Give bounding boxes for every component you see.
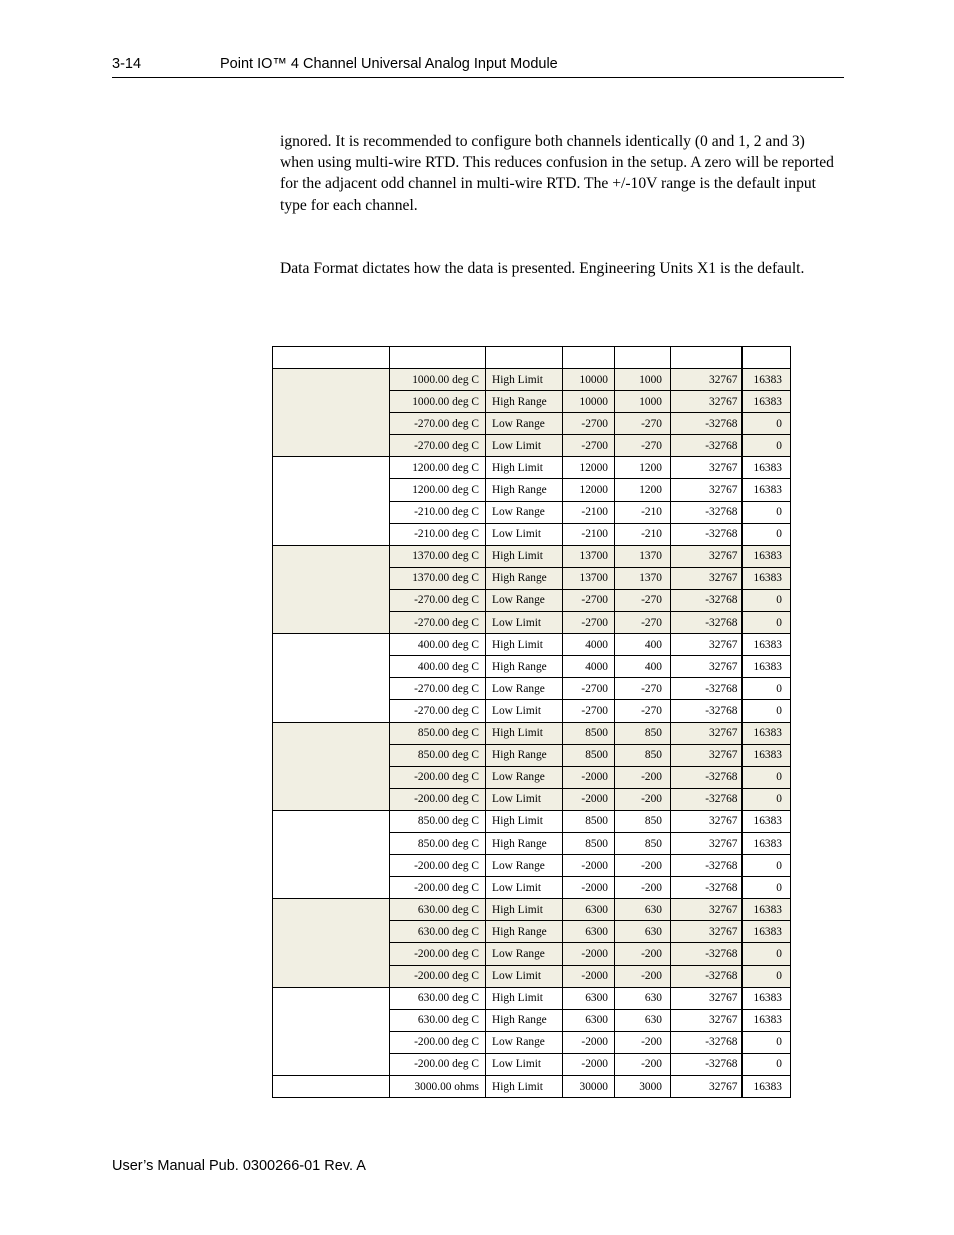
table-cell: 32767 [671,656,742,678]
table-cell: 400 [615,656,671,678]
table-cell: -32768 [671,501,742,523]
table-cell: 16383 [742,391,791,413]
table-header-cell [486,347,563,369]
table-cell: 12000 [563,457,615,479]
table-cell: High Limit [486,369,563,391]
table-cell: -210 [615,501,671,523]
table-cell: 32767 [671,1076,742,1098]
table-cell: 32767 [671,899,742,921]
table-cell: 32767 [671,1009,742,1031]
table-cell: 8500 [563,744,615,766]
table-cell: -2700 [563,700,615,722]
table-cell: -200 [615,877,671,899]
table-cell: 0 [742,413,791,435]
table-cell: 1200 [615,457,671,479]
table-cell: 32767 [671,479,742,501]
table-cell: -32768 [671,612,742,634]
table-cell: 1370 [615,545,671,567]
table-cell: -32768 [671,855,742,877]
table-cell: 1000 [615,391,671,413]
group-label-cell [273,457,390,545]
body-paragraph-1: ignored. It is recommended to configure both channels identically (0 and 1, 2 and 3) when using multi-wire RTD. This reduces confusion in the setup. A zero will be reported for the adjacent odd channel in multi-wire RTD. The +/-10V range is the default input type for each channel. [280,133,834,214]
table-cell: -2000 [563,788,615,810]
table-cell: Low Limit [486,788,563,810]
table-cell: -32768 [671,1053,742,1075]
table-cell: 10000 [563,369,615,391]
table-cell: High Limit [486,545,563,567]
table-cell: -32768 [671,965,742,987]
table-cell: -200 [615,788,671,810]
group-label-cell [273,987,390,1075]
table-cell: 400 [615,634,671,656]
table-cell: -2000 [563,1053,615,1075]
table-cell: 16383 [742,987,791,1009]
group-label-cell [273,722,390,810]
table-cell: 6300 [563,1009,615,1031]
table-cell: Low Limit [486,1053,563,1075]
table-cell: High Range [486,391,563,413]
table-cell: 32767 [671,545,742,567]
table-cell: -200.00 deg C [390,1053,486,1075]
table-cell: 8500 [563,832,615,854]
body-paragraph-2: Data Format dictates how the data is presented. Engineering Units X1 is the default. [280,260,805,277]
table-cell: -270.00 deg C [390,612,486,634]
table-cell: 1000.00 deg C [390,369,486,391]
table-row [273,899,791,921]
table-row [273,369,791,391]
table-cell: Low Limit [486,435,563,457]
table-cell: Low Range [486,855,563,877]
table-cell: 630.00 deg C [390,1009,486,1031]
table-cell: -2700 [563,612,615,634]
table-cell: High Limit [486,457,563,479]
table-cell: -32768 [671,700,742,722]
table-cell: -2100 [563,523,615,545]
table-cell: -2700 [563,678,615,700]
table-cell: High Range [486,479,563,501]
table-row [273,545,791,567]
table-cell: -2700 [563,589,615,611]
table-cell: 850 [615,832,671,854]
table-cell: -2100 [563,501,615,523]
table-cell: 630 [615,899,671,921]
table-cell: 3000 [615,1076,671,1098]
table-cell: 32767 [671,369,742,391]
table-cell: -200.00 deg C [390,766,486,788]
table-cell: 16383 [742,634,791,656]
table-cell: 16383 [742,744,791,766]
table-cell: High Limit [486,987,563,1009]
table-cell: 850 [615,722,671,744]
table-cell: 16383 [742,832,791,854]
table-cell: -32768 [671,788,742,810]
table-cell: -32768 [671,943,742,965]
table-cell: -270 [615,413,671,435]
table-cell: 16383 [742,722,791,744]
table-cell: -270 [615,589,671,611]
table-cell: 0 [742,1031,791,1053]
table-cell: 6300 [563,899,615,921]
table-cell: -200 [615,965,671,987]
table-cell: 0 [742,788,791,810]
table-cell: -2000 [563,766,615,788]
table-cell: -200.00 deg C [390,1031,486,1053]
table-cell: 32767 [671,987,742,1009]
table-cell: -270 [615,612,671,634]
table-cell: Low Range [486,501,563,523]
table-header-cell [273,347,390,369]
table-cell: -2000 [563,965,615,987]
table-cell: 12000 [563,479,615,501]
table-cell: 4000 [563,656,615,678]
table-cell: -210.00 deg C [390,523,486,545]
table-cell: Low Limit [486,523,563,545]
table-cell: -270.00 deg C [390,589,486,611]
table-cell: -200 [615,1031,671,1053]
table-cell: 16383 [742,369,791,391]
table-cell: -2700 [563,435,615,457]
table-cell: -2000 [563,943,615,965]
table-cell: 0 [742,877,791,899]
table-cell: 850.00 deg C [390,810,486,832]
table-cell: -32768 [671,435,742,457]
page-number: 3-14 [112,56,142,72]
table-cell: -2000 [563,877,615,899]
table-cell: 16383 [742,457,791,479]
table-cell: -200 [615,1053,671,1075]
table-cell: 13700 [563,567,615,589]
table-cell: 3000.00 ohms [390,1076,486,1098]
table-row [273,457,791,479]
table-cell: -270.00 deg C [390,700,486,722]
table-cell: 0 [742,700,791,722]
table-row [273,634,791,656]
table-cell: 16383 [742,479,791,501]
table-cell: -200 [615,855,671,877]
table-cell: Low Limit [486,877,563,899]
table-header-row [273,347,791,369]
page-footer: User’s Manual Pub. 0300266-01 Rev. A [112,1158,366,1174]
table-cell: 1370.00 deg C [390,545,486,567]
table-cell: 1370 [615,567,671,589]
table-cell: 13700 [563,545,615,567]
table-cell: 0 [742,1053,791,1075]
table-header-cell [671,347,742,369]
table-cell: High Limit [486,899,563,921]
table-cell: 32767 [671,391,742,413]
table-cell: 32767 [671,634,742,656]
table-cell: -210 [615,523,671,545]
table-cell: 16383 [742,545,791,567]
table-cell: 1200.00 deg C [390,457,486,479]
table-cell: 1000.00 deg C [390,391,486,413]
table-cell: -270.00 deg C [390,435,486,457]
table-cell: 32767 [671,921,742,943]
table-cell: 16383 [742,567,791,589]
table-cell: 850 [615,810,671,832]
table-cell: Low Range [486,1031,563,1053]
table-cell: 850.00 deg C [390,722,486,744]
table-cell: -200 [615,766,671,788]
table-cell: -32768 [671,678,742,700]
group-label-cell [273,545,390,633]
group-label-cell [273,1076,390,1098]
table-cell: 16383 [742,810,791,832]
table-cell: -32768 [671,766,742,788]
table-cell: -270.00 deg C [390,413,486,435]
table-cell: High Limit [486,722,563,744]
group-label-cell [273,634,390,722]
table-cell: 850.00 deg C [390,744,486,766]
table-cell: 630 [615,921,671,943]
group-label-cell [273,899,390,987]
table-cell: High Limit [486,634,563,656]
table-cell: 32767 [671,832,742,854]
table-cell: 630 [615,1009,671,1031]
table-cell: 0 [742,965,791,987]
table-cell: 630 [615,987,671,1009]
table-cell: -200 [615,943,671,965]
table-cell: -200.00 deg C [390,855,486,877]
table-cell: Low Range [486,766,563,788]
table-cell: 30000 [563,1076,615,1098]
table-cell: 8500 [563,810,615,832]
group-label-cell [273,369,390,457]
page-header [112,55,844,78]
table-row [273,810,791,832]
table-cell: 0 [742,766,791,788]
table-cell: 850.00 deg C [390,832,486,854]
table-cell: 32767 [671,744,742,766]
table-header-cell [615,347,671,369]
table-cell: 0 [742,501,791,523]
table-cell: 32767 [671,567,742,589]
table-cell: Low Range [486,589,563,611]
table-cell: -270 [615,678,671,700]
table-cell: 4000 [563,634,615,656]
table-cell: High Range [486,832,563,854]
table-cell: 16383 [742,921,791,943]
table-cell: High Limit [486,810,563,832]
table-cell: 400.00 deg C [390,634,486,656]
table-cell: -270 [615,435,671,457]
table-cell: -32768 [671,413,742,435]
table-cell: High Range [486,921,563,943]
table-cell: Low Limit [486,612,563,634]
table-cell: -210.00 deg C [390,501,486,523]
table-cell: 32767 [671,722,742,744]
table-cell: 1200 [615,479,671,501]
table-cell: High Range [486,656,563,678]
table-cell: 16383 [742,899,791,921]
table-cell: 630.00 deg C [390,899,486,921]
table-cell: 850 [615,744,671,766]
table-cell: 8500 [563,722,615,744]
table-cell: High Limit [486,1076,563,1098]
table-cell: Low Limit [486,965,563,987]
table-cell: Low Range [486,413,563,435]
table-cell: -270.00 deg C [390,678,486,700]
table-cell: 1370.00 deg C [390,567,486,589]
table-header-cell [563,347,615,369]
table-cell: 0 [742,678,791,700]
table-cell: -2700 [563,413,615,435]
table-cell: 32767 [671,810,742,832]
table-cell: 1000 [615,369,671,391]
table-cell: -200.00 deg C [390,788,486,810]
table-cell: -2000 [563,855,615,877]
table-cell: High Range [486,744,563,766]
table-cell: 0 [742,943,791,965]
table-cell: 630.00 deg C [390,987,486,1009]
data-format-table [272,346,791,1098]
table-cell: Low Range [486,678,563,700]
table-cell: 16383 [742,1076,791,1098]
table-cell: -32768 [671,523,742,545]
table-cell: High Range [486,1009,563,1031]
table-cell: Low Range [486,943,563,965]
table-cell: 400.00 deg C [390,656,486,678]
table-header-cell [742,347,791,369]
table-cell: 16383 [742,1009,791,1031]
table-cell: High Range [486,567,563,589]
table-row [273,1076,791,1098]
table-cell: 0 [742,435,791,457]
table-cell: -270 [615,700,671,722]
table-cell: 0 [742,855,791,877]
table-row [273,722,791,744]
table-cell: 32767 [671,457,742,479]
header-title: Point IO™ 4 Channel Universal Analog Input Module [220,56,558,72]
table-header-cell [390,347,486,369]
table-cell: Low Limit [486,700,563,722]
table-cell: -200.00 deg C [390,877,486,899]
table-cell: 0 [742,523,791,545]
table-cell: 10000 [563,391,615,413]
table-cell: 0 [742,589,791,611]
table-cell: -2000 [563,1031,615,1053]
table-cell: -200.00 deg C [390,943,486,965]
table-cell: 0 [742,612,791,634]
table-cell: 6300 [563,987,615,1009]
table-cell: 6300 [563,921,615,943]
table-cell: -32768 [671,589,742,611]
table-cell: -32768 [671,877,742,899]
group-label-cell [273,810,390,898]
table-row [273,987,791,1009]
table-cell: -200.00 deg C [390,965,486,987]
table-cell: 16383 [742,656,791,678]
table-cell: 630.00 deg C [390,921,486,943]
table-cell: 1200.00 deg C [390,479,486,501]
table-cell: -32768 [671,1031,742,1053]
